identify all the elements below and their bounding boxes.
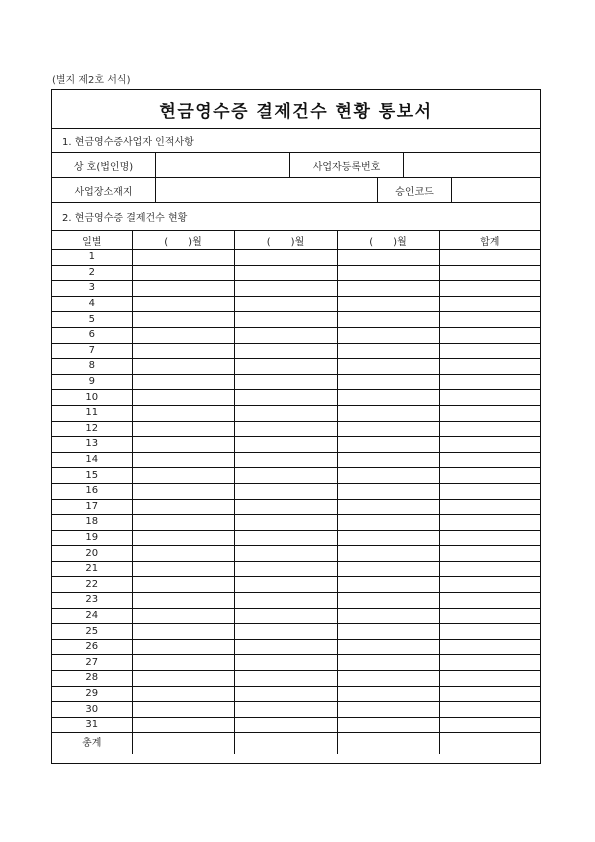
count-cell[interactable]	[132, 327, 234, 343]
day-label: 21	[52, 561, 132, 577]
total-cell[interactable]	[337, 733, 439, 755]
column-header-month-3: ( )월	[337, 231, 439, 250]
count-cell[interactable]	[234, 655, 337, 671]
count-cell[interactable]	[337, 437, 439, 453]
total-label: 총계	[52, 733, 132, 755]
count-cell[interactable]	[132, 546, 234, 562]
count-cell[interactable]	[337, 483, 439, 499]
row-total-cell[interactable]	[439, 639, 540, 655]
count-cell[interactable]	[337, 577, 439, 593]
count-cell[interactable]	[132, 593, 234, 609]
count-cell[interactable]	[234, 312, 337, 328]
table-row	[52, 250, 540, 266]
table-row	[52, 437, 540, 453]
row-total-cell[interactable]	[439, 608, 540, 624]
day-label: 8	[52, 359, 132, 375]
day-label: 16	[52, 483, 132, 499]
table-row	[52, 499, 540, 515]
day-label: 28	[52, 671, 132, 687]
table-row	[52, 265, 540, 281]
total-cell[interactable]	[439, 733, 540, 755]
row-total-cell[interactable]	[439, 250, 540, 266]
count-cell[interactable]	[337, 702, 439, 718]
day-label: 2	[52, 265, 132, 281]
table-row	[52, 421, 540, 437]
table-row	[52, 639, 540, 655]
row-total-cell[interactable]	[439, 671, 540, 687]
count-cell[interactable]	[234, 343, 337, 359]
day-label: 6	[52, 327, 132, 343]
address-info-row	[52, 178, 540, 203]
count-cell[interactable]	[337, 359, 439, 375]
row-total-cell[interactable]	[439, 702, 540, 718]
count-cell[interactable]	[234, 717, 337, 733]
row-total-cell[interactable]	[439, 327, 540, 343]
table-row	[52, 312, 540, 328]
count-cell[interactable]	[234, 296, 337, 312]
row-total-cell[interactable]	[439, 655, 540, 671]
count-cell[interactable]	[337, 624, 439, 640]
row-total-cell[interactable]	[439, 686, 540, 702]
count-cell[interactable]	[132, 265, 234, 281]
count-cell[interactable]	[132, 499, 234, 515]
count-cell[interactable]	[234, 530, 337, 546]
business-number-label: 사업자등록번호	[290, 153, 404, 177]
count-cell[interactable]	[337, 265, 439, 281]
day-label: 1	[52, 250, 132, 266]
table-row	[52, 702, 540, 718]
column-header-month-1: ( )월	[132, 231, 234, 250]
table-row	[52, 655, 540, 671]
count-cell[interactable]	[132, 717, 234, 733]
count-cell[interactable]	[234, 452, 337, 468]
count-cell[interactable]	[234, 421, 337, 437]
table-row	[52, 390, 540, 406]
approval-code-field[interactable]	[452, 178, 540, 202]
count-cell[interactable]	[337, 499, 439, 515]
table-row	[52, 686, 540, 702]
day-label: 19	[52, 530, 132, 546]
day-label: 30	[52, 702, 132, 718]
count-cell[interactable]	[234, 702, 337, 718]
row-total-cell[interactable]	[439, 561, 540, 577]
count-cell[interactable]	[132, 702, 234, 718]
day-label: 24	[52, 608, 132, 624]
day-label: 17	[52, 499, 132, 515]
total-cell[interactable]	[132, 733, 234, 755]
row-total-cell[interactable]	[439, 546, 540, 562]
business-name-field[interactable]	[156, 153, 290, 177]
daily-count-table	[52, 230, 540, 754]
table-row	[52, 515, 540, 531]
business-name-label: 상 호(법인명)	[52, 153, 156, 177]
row-total-cell[interactable]	[439, 437, 540, 453]
row-total-cell[interactable]	[439, 343, 540, 359]
count-cell[interactable]	[132, 577, 234, 593]
column-header-month-2: ( )월	[234, 231, 337, 250]
count-cell[interactable]	[337, 686, 439, 702]
form-frame	[51, 89, 541, 764]
count-cell[interactable]	[132, 468, 234, 484]
count-cell[interactable]	[234, 437, 337, 453]
table-row	[52, 468, 540, 484]
table-row	[52, 343, 540, 359]
row-total-cell[interactable]	[439, 421, 540, 437]
row-total-cell[interactable]	[439, 452, 540, 468]
table-row	[52, 281, 540, 297]
table-row	[52, 530, 540, 546]
count-cell[interactable]	[337, 530, 439, 546]
section1-heading-row	[52, 129, 540, 153]
table-body	[52, 250, 540, 755]
column-header-day: 일별	[52, 231, 132, 250]
day-label: 7	[52, 343, 132, 359]
count-cell[interactable]	[337, 405, 439, 421]
day-label: 9	[52, 374, 132, 390]
table-row	[52, 546, 540, 562]
count-cell[interactable]	[132, 671, 234, 687]
count-cell[interactable]	[234, 515, 337, 531]
count-cell[interactable]	[132, 312, 234, 328]
day-label: 27	[52, 655, 132, 671]
count-cell[interactable]	[234, 281, 337, 297]
total-cell[interactable]	[234, 733, 337, 755]
day-label: 13	[52, 437, 132, 453]
count-cell[interactable]	[132, 608, 234, 624]
count-cell[interactable]	[234, 390, 337, 406]
table-row	[52, 593, 540, 609]
row-total-cell[interactable]	[439, 359, 540, 375]
count-cell[interactable]	[132, 405, 234, 421]
table-row	[52, 483, 540, 499]
count-cell[interactable]	[132, 390, 234, 406]
table-row	[52, 717, 540, 733]
count-cell[interactable]	[234, 499, 337, 515]
count-cell[interactable]	[132, 561, 234, 577]
day-label: 31	[52, 717, 132, 733]
count-cell[interactable]	[234, 483, 337, 499]
count-cell[interactable]	[337, 639, 439, 655]
day-label: 12	[52, 421, 132, 437]
count-cell[interactable]	[337, 343, 439, 359]
row-total-cell[interactable]	[439, 717, 540, 733]
count-cell[interactable]	[337, 468, 439, 484]
title-row	[52, 90, 540, 129]
table-row	[52, 561, 540, 577]
table-row	[52, 671, 540, 687]
count-cell[interactable]	[337, 717, 439, 733]
count-cell[interactable]	[234, 577, 337, 593]
table-row	[52, 296, 540, 312]
count-cell[interactable]	[132, 374, 234, 390]
day-label: 3	[52, 281, 132, 297]
count-cell[interactable]	[337, 452, 439, 468]
day-label: 14	[52, 452, 132, 468]
table-row	[52, 624, 540, 640]
day-label: 15	[52, 468, 132, 484]
count-cell[interactable]	[234, 639, 337, 655]
count-cell[interactable]	[337, 327, 439, 343]
row-total-cell[interactable]	[439, 593, 540, 609]
count-cell[interactable]	[132, 359, 234, 375]
section2-heading-row	[52, 203, 540, 230]
count-cell[interactable]	[337, 546, 439, 562]
count-cell[interactable]	[234, 405, 337, 421]
row-total-cell[interactable]	[439, 374, 540, 390]
count-cell[interactable]	[234, 250, 337, 266]
address-field[interactable]	[156, 178, 378, 202]
section1-heading: 1. 현금영수증사업자 인적사항	[62, 137, 194, 148]
count-cell[interactable]	[132, 530, 234, 546]
count-cell[interactable]	[337, 515, 439, 531]
count-cell[interactable]	[337, 250, 439, 266]
day-label: 11	[52, 405, 132, 421]
count-cell[interactable]	[337, 608, 439, 624]
count-cell[interactable]	[132, 296, 234, 312]
day-label: 23	[52, 593, 132, 609]
count-cell[interactable]	[132, 515, 234, 531]
count-cell[interactable]	[234, 671, 337, 687]
page-title: 현금영수증 결제건수 현황 통보서	[159, 101, 433, 122]
row-total-cell[interactable]	[439, 577, 540, 593]
table-row	[52, 405, 540, 421]
table-row	[52, 577, 540, 593]
table-row	[52, 359, 540, 375]
count-cell[interactable]	[234, 593, 337, 609]
count-cell[interactable]	[132, 421, 234, 437]
count-cell[interactable]	[337, 593, 439, 609]
address-label: 사업장소재지	[52, 178, 156, 202]
table-header-row	[52, 231, 540, 250]
day-label: 18	[52, 515, 132, 531]
count-cell[interactable]	[132, 686, 234, 702]
count-cell[interactable]	[132, 437, 234, 453]
table-row	[52, 327, 540, 343]
form-number-label: (별지 제2호 서식)	[52, 75, 131, 86]
total-row	[52, 733, 540, 755]
day-label: 10	[52, 390, 132, 406]
table-row	[52, 452, 540, 468]
count-cell[interactable]	[132, 639, 234, 655]
row-total-cell[interactable]	[439, 265, 540, 281]
row-total-cell[interactable]	[439, 468, 540, 484]
row-total-cell[interactable]	[439, 281, 540, 297]
count-cell[interactable]	[132, 343, 234, 359]
count-cell[interactable]	[337, 296, 439, 312]
day-label: 20	[52, 546, 132, 562]
count-cell[interactable]	[337, 374, 439, 390]
count-cell[interactable]	[234, 624, 337, 640]
row-total-cell[interactable]	[439, 312, 540, 328]
business-number-field[interactable]	[404, 153, 540, 177]
count-cell[interactable]	[234, 608, 337, 624]
count-cell[interactable]	[234, 374, 337, 390]
count-cell[interactable]	[337, 390, 439, 406]
row-total-cell[interactable]	[439, 499, 540, 515]
count-cell[interactable]	[337, 671, 439, 687]
count-cell[interactable]	[132, 281, 234, 297]
count-cell[interactable]	[337, 561, 439, 577]
count-cell[interactable]	[234, 561, 337, 577]
day-label: 22	[52, 577, 132, 593]
count-cell[interactable]	[234, 327, 337, 343]
row-total-cell[interactable]	[439, 530, 540, 546]
row-total-cell[interactable]	[439, 515, 540, 531]
count-cell[interactable]	[234, 686, 337, 702]
count-cell[interactable]	[337, 655, 439, 671]
approval-code-label: 승인코드	[378, 178, 452, 202]
day-label: 26	[52, 639, 132, 655]
row-total-cell[interactable]	[439, 390, 540, 406]
section2-heading: 2. 현금영수증 결제건수 현황	[62, 213, 188, 224]
count-cell[interactable]	[337, 312, 439, 328]
row-total-cell[interactable]	[439, 624, 540, 640]
business-info-row	[52, 153, 540, 178]
count-cell[interactable]	[132, 452, 234, 468]
day-label: 4	[52, 296, 132, 312]
count-cell[interactable]	[234, 265, 337, 281]
column-header-total: 합계	[439, 231, 540, 250]
count-cell[interactable]	[234, 468, 337, 484]
day-label: 5	[52, 312, 132, 328]
day-label: 25	[52, 624, 132, 640]
table-row	[52, 608, 540, 624]
count-cell[interactable]	[132, 250, 234, 266]
table-row	[52, 374, 540, 390]
count-cell[interactable]	[234, 546, 337, 562]
count-cell[interactable]	[234, 359, 337, 375]
count-cell[interactable]	[132, 655, 234, 671]
row-total-cell[interactable]	[439, 296, 540, 312]
count-cell[interactable]	[132, 483, 234, 499]
count-cell[interactable]	[132, 624, 234, 640]
count-cell[interactable]	[337, 421, 439, 437]
row-total-cell[interactable]	[439, 483, 540, 499]
row-total-cell[interactable]	[439, 405, 540, 421]
count-cell[interactable]	[337, 281, 439, 297]
day-label: 29	[52, 686, 132, 702]
